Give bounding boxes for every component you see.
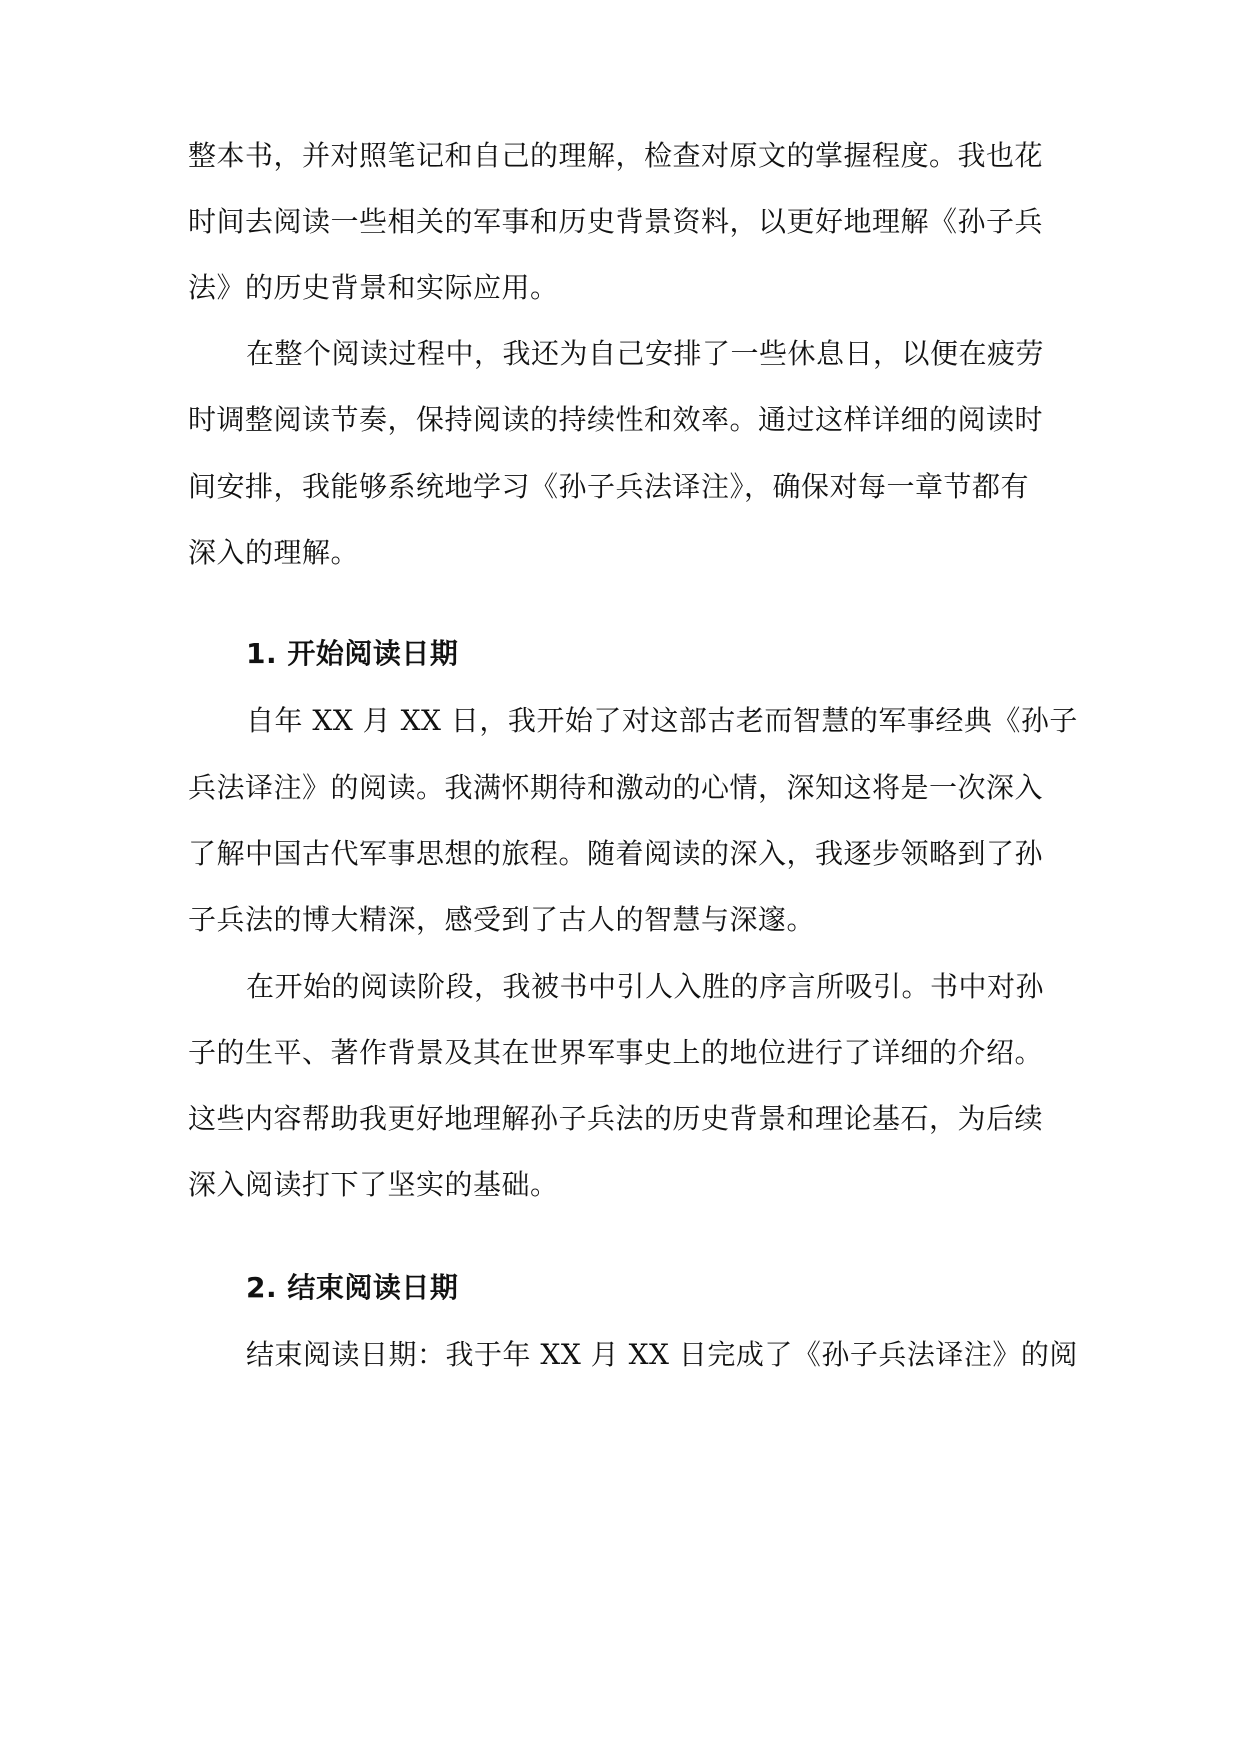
paragraph-line: 深入阅读打下了坚实的基础。 xyxy=(188,1168,559,1201)
paragraph-line: 兵法译注》的阅读。我满怀期待和激动的心情，深知这将是一次深入 xyxy=(188,771,1044,804)
section-heading: 2. 结束阅读日期 xyxy=(246,1271,459,1304)
section-heading: 1. 开始阅读日期 xyxy=(246,637,459,670)
paragraph-line: 时调整阅读节奏，保持阅读的持续性和效率。通过这样详细的阅读时 xyxy=(188,403,1044,436)
paragraph-line: 子的生平、著作背景及其在世界军事史上的地位进行了详细的介绍。 xyxy=(188,1036,1044,1069)
paragraph-line: 深入的理解。 xyxy=(188,536,360,569)
paragraph-line: 时间去阅读一些相关的军事和历史背景资料，以更好地理解《孙子兵 xyxy=(188,205,1044,238)
paragraph-line: 整本书，并对照笔记和自己的理解，检查对原文的掌握程度。我也花 xyxy=(188,139,1044,172)
paragraph-line: 法》的历史背景和实际应用。 xyxy=(188,271,559,304)
paragraph-line: 了解中国古代军事思想的旅程。随着阅读的深入，我逐步领略到了孙 xyxy=(188,837,1044,870)
paragraph-line: 在开始的阅读阶段，我被书中引人入胜的序言所吸引。书中对孙 xyxy=(246,970,1045,1003)
paragraph-line: 结束阅读日期：我于年 XX 月 XX 日完成了《孙子兵法译注》的阅 xyxy=(246,1338,1078,1371)
paragraph-line: 这些内容帮助我更好地理解孙子兵法的历史背景和理论基石，为后续 xyxy=(188,1102,1044,1135)
paragraph-line: 子兵法的博大精深，感受到了古人的智慧与深邃。 xyxy=(188,903,816,936)
paragraph-line: 间安排，我能够系统地学习《孙子兵法译注》，确保对每一章节都有 xyxy=(188,470,1030,503)
paragraph-line: 在整个阅读过程中，我还为自己安排了一些休息日，以便在疲劳 xyxy=(246,337,1045,370)
paragraph-line: 自年 XX 月 XX 日，我开始了对这部古老而智慧的军事经典《孙子 xyxy=(246,704,1078,737)
